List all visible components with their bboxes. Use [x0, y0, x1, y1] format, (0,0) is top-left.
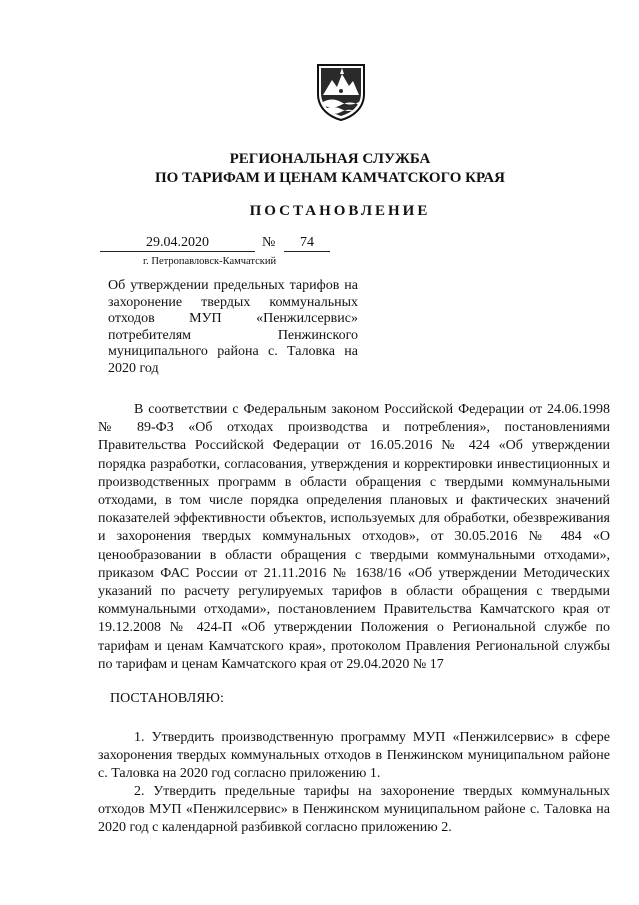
organization-name [150, 150, 510, 188]
number-sign: № [262, 235, 276, 250]
document-number: 74 [284, 234, 330, 252]
coat-of-arms-icon [315, 62, 367, 122]
organization-name-line1: РЕГИОНАЛЬНАЯ СЛУЖБА [229, 151, 431, 167]
document-type: ПОСТАНОВЛЕНИЕ [249, 203, 431, 219]
document-city: г. Петропавловск-Камчатский [143, 256, 277, 267]
document-subject: Об утверждении предельных тарифов на захоронение твердых коммунальных отходов МУП «Пенжилсервис» потребителям Пенжинского муниципального района с. Таловка на 2020 год [108, 278, 358, 376]
document-date: 29.04.2020 [100, 234, 255, 252]
preamble-paragraph: В соответствии с Федеральным законом Российской Федерации от 24.06.1998 № 89-ФЗ «Об отходах производства и потребления», постановлениями Правительства Российской Федерации от 16.05.2016 № 424 «Об утверждении порядка разработки, согласования, утверждения и корректировки инвестиционных и производственных программ в области обращения с твердыми коммунальными отходами, в том числе порядка определения плановых и фактических значений показателей эффективности объектов, используемых для обработки, обезвреживания и захоронения твердых коммунальных отходов», от 30.05.2016 № 484 «О ценообразовании в области обращения с твердыми коммунальными отходами», приказом ФАС России от 21.11.2016 № 1638/16 «Об утверждении Методических указаний по расчету регулируемых тарифов в области обращения с твердыми коммунальными отходами», постановлением Правительства Камчатского края от 19.12.2008 № 424-П «Об утверждении Положения о Региональной службе по тарифам и ценам Камчатского края», протоколом Правления Региональной службы по тарифам и ценам Камчатского края от 29.04.2020 № 17 [98, 402, 610, 672]
date-number-line [100, 234, 340, 252]
decree-heading: ПОСТАНОВЛЯЮ: [110, 691, 224, 706]
decree-item-2: 2. Утвердить предельные тарифы на захоронение твердых коммунальных отходов МУП «Пенжилсервис» в Пенжинском муниципальном районе с. Таловка на 2020 год с календарной разбивкой согласно приложению 2. [98, 784, 610, 836]
organization-name-line2: ПО ТАРИФАМ И ЦЕНАМ КАМЧАТСКОГО КРАЯ [155, 170, 505, 186]
decree-item-1: 1. Утвердить производственную программу МУП «Пенжилсервис» в сфере захоронения твердых коммунальных отходов в Пенжинском муниципальном районе с. Таловка на 2020 год согласно приложению 1. [98, 730, 610, 782]
